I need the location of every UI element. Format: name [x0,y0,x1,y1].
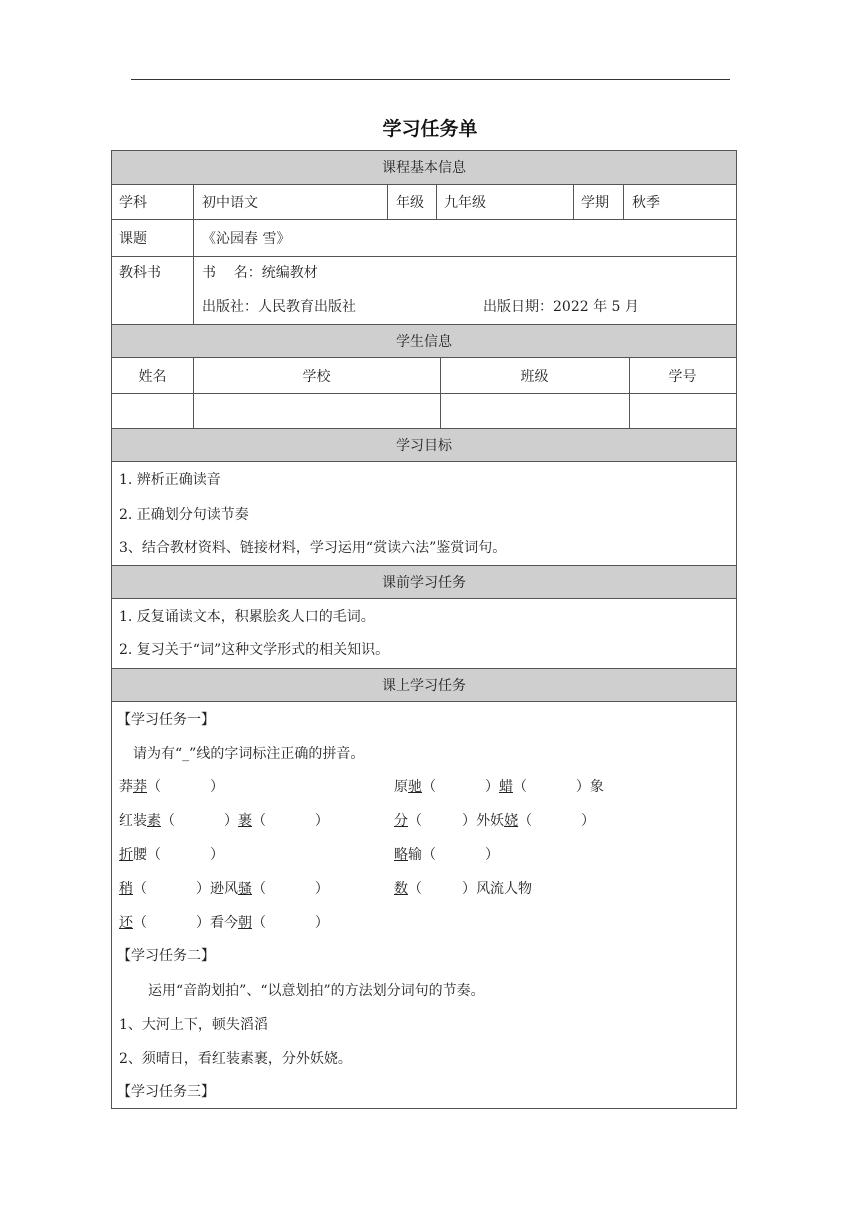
publish-date: 出版日期：2022 年 5 月 [483,299,639,315]
task-sheet-table [111,150,737,1109]
section-header-class-tasks: 课上学习任务 [112,668,736,702]
student-name-field[interactable] [113,394,192,427]
topic-value: 《沁园春 雪》 [202,231,291,247]
pinyin-blank[interactable]: （ ） [133,915,210,931]
subject-value: 初中语文 [202,195,258,211]
student-class-field[interactable] [441,394,628,427]
pinyin-blank[interactable]: （ ） [408,881,477,897]
student-class-header: 班级 [520,369,549,385]
task2-line-2: 2、须晴日，看红装素裹，分外妖娆。 [119,1051,352,1067]
task2-heading: 【学习任务二】 [117,948,215,964]
pinyin-blank[interactable]: （ ） [147,779,224,795]
section-header-objectives: 学习目标 [112,428,736,462]
pinyin-item-lueshu: 略输（ ） [394,847,499,863]
task1-heading: 【学习任务一】 [117,712,215,728]
cell-divider [193,185,194,219]
pre-task-1: 1. 反复诵读文本，积累脍炙人口的毛词。 [119,609,375,625]
topic-label: 课题 [119,231,147,247]
pinyin-blank[interactable]: （ ） [512,779,590,795]
row-divider [112,219,736,220]
student-name-header: 姓名 [138,369,167,385]
pinyin-blank[interactable]: （ ） [251,915,329,931]
cell-divider [436,185,437,219]
task2-line-1: 1、大河上下，顿失滔滔 [119,1017,268,1033]
row-divider [112,256,736,257]
pinyin-blank[interactable]: （ ） [422,847,499,863]
cell-divider [193,219,194,256]
publisher: 出版社：人民教育出版社 [202,299,356,315]
pinyin-item-shaoxun: 稍（ ）逊风骚（ ） [119,881,329,897]
grade-label: 年级 [396,195,424,211]
pinyin-blank[interactable]: （ ） [251,813,329,829]
section-header-student-info: 学生信息 [112,324,736,358]
book-name: 书 名：统编教材 [202,265,318,281]
task1-instruction: 请为有“_”线的字词标注正确的拼音。 [133,746,365,762]
pre-task-2: 2. 复习关于“词”这种文学形式的相关知识。 [119,642,390,658]
pinyin-blank[interactable]: （ ） [147,847,224,863]
task3-heading: 【学习任务三】 [117,1084,215,1100]
subject-label: 学科 [119,195,147,211]
pinyin-item-shufengliu: 数（ ）风流人物 [394,881,533,897]
header-rule [131,79,730,80]
section-header-course-info: 课程基本信息 [112,151,736,185]
pinyin-item-yuanchi: 原驰（ ）蜡（ ）象 [394,779,604,795]
objective-2: 2. 正确划分句读节奏 [119,507,249,523]
textbook-label: 教科书 [119,265,161,281]
student-id-header: 学号 [668,369,697,385]
pinyin-item-suguo: 红装素（ ）裹（ ） [119,813,329,829]
pinyin-blank[interactable]: （ ） [422,779,499,795]
pinyin-item-huankan: 还（ ）看今朝（ ） [119,915,329,931]
pinyin-item-fenwai: 分（ ）外妖娆（ ） [394,813,596,829]
pinyin-blank[interactable]: （ ） [133,881,210,897]
cell-divider [573,185,574,219]
pinyin-blank[interactable]: （ ） [161,813,238,829]
cell-divider [623,185,624,219]
cell-divider [193,256,194,324]
pinyin-blank[interactable]: （ ） [518,813,596,829]
cell-divider [387,185,388,219]
task2-instruction: 运用“音韵划拍”、“以意划拍”的方法划分词句的节奏。 [148,983,485,999]
pinyin-item-zheyao: 折腰（ ） [119,847,224,863]
student-school-header: 学校 [302,369,331,385]
pinyin-blank[interactable]: （ ） [251,881,329,897]
term-label: 学期 [581,195,609,211]
section-header-pre-tasks: 课前学习任务 [112,565,736,599]
grade-value: 九年级 [444,195,486,211]
document-title: 学习任务单 [382,118,478,140]
objective-3: 3、结合教材资料、链接材料，学习运用“赏读六法”鉴赏词句。 [119,540,507,556]
pinyin-blank[interactable]: （ ） [408,813,477,829]
student-school-field[interactable] [194,394,439,427]
objective-1: 1. 辨析正确读音 [119,472,221,488]
term-value: 秋季 [632,195,660,211]
pinyin-item-mangmang: 莽莽（ ） [119,779,224,795]
student-id-field[interactable] [630,394,735,427]
